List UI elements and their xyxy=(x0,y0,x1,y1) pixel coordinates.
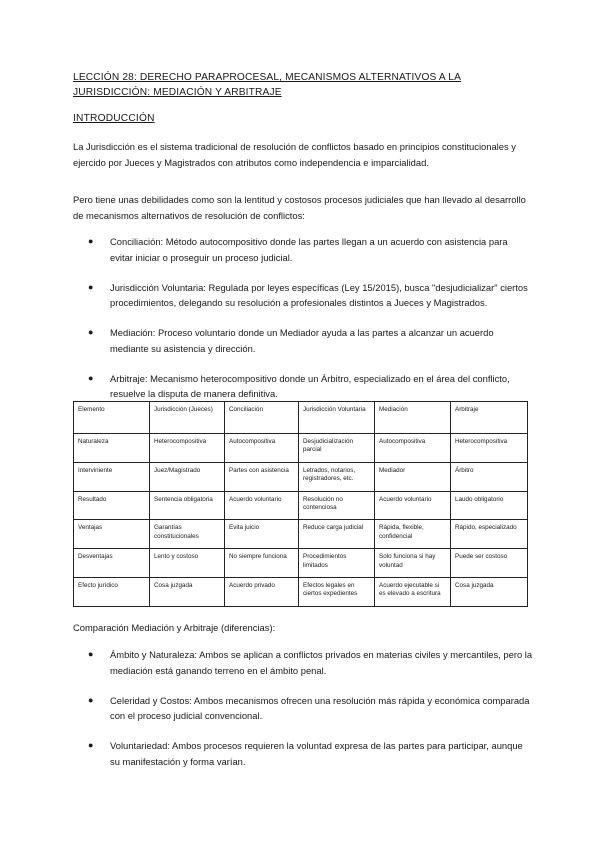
table-cell: Efectos legales en ciertos expedientes xyxy=(299,578,375,607)
comparison-list xyxy=(73,647,533,784)
table-header-cell: Jurisdicción Voluntaria xyxy=(299,402,375,434)
table-row xyxy=(74,433,528,462)
list-item-arbitraje xyxy=(73,371,533,402)
table-cell: Acuerdo ejecutable si es elevado a escritura xyxy=(375,578,451,607)
table-cell: Autocompositiva xyxy=(375,433,451,462)
table-header-cell: Arbitraje xyxy=(451,402,528,434)
table-cell: Resolución no contenciosa xyxy=(299,491,375,520)
table-cell: Árbitro xyxy=(451,462,528,491)
list-item-text: Arbitraje: Mecanismo heterocompositivo donde un Árbitro, especializado en el área del conflicto, resuelve la disputa de manera definitiva. xyxy=(110,372,510,399)
intro-paragraph-2: Pero tiene unas debilidades como son la lentitud y costosos procesos judiciales que han llevado al desarrollo de mecanismos alternativos de resolución de conflictos: xyxy=(73,194,526,221)
table-cell: Resultado xyxy=(74,491,150,520)
list-item-jurisdiccion-voluntaria xyxy=(73,280,533,311)
list-item-celeridad xyxy=(73,693,533,724)
table-cell: Cosa juzgada xyxy=(451,578,528,607)
table-cell: Letrados, notarios, registradores, etc. xyxy=(299,462,375,491)
document-title: LECCIÓN 28: DERECHO PARAPROCESAL, MECANISMOS ALTERNATIVOS A LA JURISDICCIÓN: MEDIACIÓN Y ARBITRAJE xyxy=(73,72,462,98)
table-header-cell: Elemento xyxy=(74,402,150,434)
table-cell: Autocompositiva xyxy=(225,433,299,462)
table-header-cell: Mediación xyxy=(375,402,451,434)
table-header-row xyxy=(74,402,528,434)
table-cell: Heterocompositiva xyxy=(451,433,528,462)
list-item-text: Jurisdicción Voluntaria: Regulada por leyes específicas (Ley 15/2015), busca "desjudicializar" ciertos procedimientos, delegando su resolución a profesionales distintos a Jueces y Magistrados. xyxy=(110,281,528,308)
table-cell: Ventajas xyxy=(74,520,150,549)
intro-paragraph-1: La Jurisdicción es el sistema tradicional de resolución de conflictos basado en principios constitucionales y ejercido por Jueces y Magistrados con atributos como independencia e imparcialidad. xyxy=(73,141,516,168)
table-cell: Desventajas xyxy=(74,549,150,578)
mechanisms-list xyxy=(73,234,533,416)
table-row xyxy=(74,491,528,520)
bullet-icon: ● xyxy=(88,740,94,750)
table-row xyxy=(74,520,528,549)
table-cell: Heterocompositiva xyxy=(150,433,225,462)
table-cell: No siempre funciona xyxy=(225,549,299,578)
table-cell: Rápida, flexible, confidencial xyxy=(375,520,451,549)
section-heading-introduction: INTRODUCCIÓN xyxy=(73,113,155,124)
table-cell: Acuerdo privado xyxy=(225,578,299,607)
table-cell: Rápido, especializado xyxy=(451,520,528,549)
table-cell: Mediador xyxy=(375,462,451,491)
bullet-icon: ● xyxy=(88,372,94,383)
table-cell: Naturaleza xyxy=(74,433,150,462)
table-cell: Interviniente xyxy=(74,462,150,491)
table-cell: Cosa juzgada xyxy=(150,578,225,607)
table-cell: Acuerdo voluntario xyxy=(375,491,451,520)
table-header-cell: Conciliación xyxy=(225,402,299,434)
table-cell: Evita juicio xyxy=(225,520,299,549)
list-item-conciliacion xyxy=(73,234,533,265)
comparison-table xyxy=(73,401,528,607)
bullet-icon: ● xyxy=(88,236,94,246)
table-cell: Partes con asistencia xyxy=(225,462,299,491)
table-row xyxy=(74,578,528,607)
table-header-cell: Jurisdicción (Jueces) xyxy=(150,402,225,434)
list-item-text: Ámbito y Naturaleza: Ambos se aplican a conflictos privados en materias civiles y mercantiles, pero la mediación está ganando terreno en el ámbito penal. xyxy=(110,649,533,676)
list-item-text: Celeridad y Costos: Ambos mecanismos ofrecen una resolución más rápida y económica comparada con el proceso judicial convencional. xyxy=(110,694,530,721)
table-cell: Lento y costoso xyxy=(150,549,225,578)
table-cell: Solo funciona si hay voluntad xyxy=(375,549,451,578)
table-cell: Juez/Magistrado xyxy=(150,462,225,491)
bullet-icon: ● xyxy=(88,649,94,659)
table-cell: Acuerdo voluntario xyxy=(225,491,299,520)
list-item-text: Voluntariedad: Ambos procesos requieren la voluntad expresa de las partes para participar, aunque su manifestación y forma varían. xyxy=(110,740,523,767)
table-cell: Sentencia obligatoria xyxy=(150,491,225,520)
table-cell: Procedimientos limitados xyxy=(299,549,375,578)
table-cell: Efecto jurídico xyxy=(74,578,150,607)
bullet-icon: ● xyxy=(88,694,94,705)
table-cell: Reduce carga judicial xyxy=(299,520,375,549)
list-item-mediacion xyxy=(73,325,533,356)
table-cell: Desjudicialización parcial xyxy=(299,433,375,462)
bullet-icon: ● xyxy=(88,327,94,337)
table-row xyxy=(74,549,528,578)
table-cell: Puede ser costoso xyxy=(451,549,528,578)
list-item-voluntariedad xyxy=(73,738,533,769)
table-cell: Laudo obligatorio xyxy=(451,491,528,520)
list-item-ambito xyxy=(73,647,533,678)
bullet-icon: ● xyxy=(88,281,94,292)
comparison-heading: Comparación Mediación y Arbitraje (diferencias): xyxy=(73,622,276,633)
list-item-text: Conciliación: Método autocompositivo donde las partes llegan a un acuerdo con asistencia para evitar iniciar o proseguir un proceso judicial. xyxy=(110,236,508,263)
table-cell: Garantías constitucionales xyxy=(150,520,225,549)
table-row xyxy=(74,462,528,491)
list-item-text: Mediación: Proceso voluntario donde un Mediador ayuda a las partes a alcanzar un acuerdo mediante su asistencia y dirección. xyxy=(110,327,494,354)
